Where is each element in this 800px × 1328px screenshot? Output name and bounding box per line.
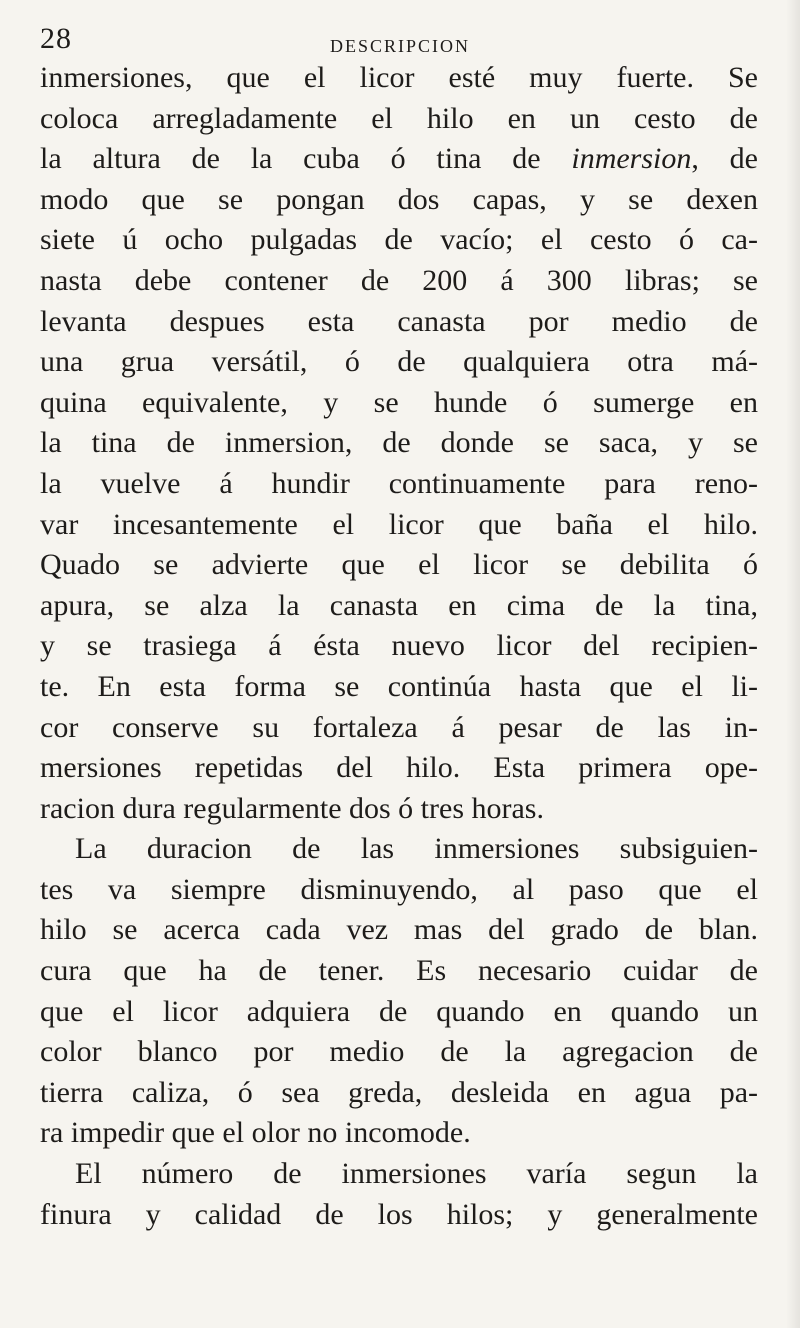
text-line — [40, 58, 758, 99]
text-line — [40, 1113, 758, 1154]
text-segment: que el licor adquiera de quando en quando un — [40, 994, 758, 1028]
text-segment: la altura de la cuba ó tina de — [40, 142, 572, 176]
text-segment: cor conserve su fortaleza á pesar de las in- — [40, 710, 758, 744]
text-line — [40, 423, 758, 464]
text-line — [40, 951, 758, 992]
text-line — [40, 1195, 758, 1236]
text-segment: tes va siempre disminuyendo, al paso que el — [40, 872, 758, 906]
text-segment: nasta debe contener de 200 á 300 libras; se — [40, 263, 758, 297]
text-line — [40, 910, 758, 951]
text-line — [40, 1073, 758, 1114]
text-segment: mersiones repetidas del hilo. Esta primera ope- — [40, 751, 758, 785]
text-segment: apura, se alza la canasta en cima de la tina, — [40, 588, 758, 622]
text-line — [40, 1032, 758, 1073]
text-line — [40, 708, 758, 749]
text-segment: la tina de inmersion, de donde se saca, y se — [40, 426, 758, 460]
text-line — [40, 505, 758, 546]
text-line — [40, 1154, 758, 1195]
text-line — [40, 220, 758, 261]
text-line — [40, 99, 758, 140]
text-segment: quina equivalente, y se hunde ó sumerge en — [40, 385, 758, 419]
page-number: 28 — [40, 22, 72, 55]
text-line — [40, 748, 758, 789]
text-segment: ra impedir que el olor no incomode. — [40, 1116, 471, 1150]
text-line — [40, 464, 758, 505]
text-line — [40, 180, 758, 221]
text-segment: El número de inmersiones varía segun la — [75, 1157, 758, 1191]
text-segment: coloca arregladamente el hilo en un cesto de — [40, 101, 758, 135]
text-segment: cura que ha de tener. Es necesario cuidar de — [40, 954, 758, 988]
text-segment: , de — [691, 142, 758, 176]
text-segment: color blanco por medio de la agregacion de — [40, 1035, 758, 1069]
text-segment: Quado se advierte que el licor se debilita ó — [40, 548, 758, 582]
text-line — [40, 545, 758, 586]
page-edge-shadow — [786, 0, 800, 1328]
text-segment: siete ú ocho pulgadas de vacío; el cesto ó ca- — [40, 223, 758, 257]
body-text — [40, 58, 758, 1235]
text-line — [40, 626, 758, 667]
text-segment: racion dura regularmente dos ó tres horas. — [40, 791, 544, 825]
text-line — [40, 992, 758, 1033]
text-line — [40, 829, 758, 870]
text-line — [40, 342, 758, 383]
text-segment: finura y calidad de los hilos; y generalmente — [40, 1197, 758, 1231]
italic-term: inmersion — [571, 142, 692, 176]
text-segment: tierra caliza, ó sea greda, desleida en agua pa- — [40, 1075, 758, 1109]
running-head: DESCRIPCION — [329, 36, 471, 56]
text-segment: modo que se pongan dos capas, y se dexen — [40, 182, 758, 216]
text-segment: hilo se acerca cada vez mas del grado de blan. — [40, 913, 758, 947]
text-line — [40, 586, 758, 627]
text-line — [40, 261, 758, 302]
text-segment: levanta despues esta canasta por medio de — [40, 304, 758, 338]
text-segment: La duracion de las inmersiones subsiguien- — [75, 832, 758, 866]
text-line — [40, 789, 758, 830]
text-segment: una grua versátil, ó de qualquiera otra má- — [40, 345, 758, 379]
text-line — [40, 302, 758, 343]
text-segment: inmersiones, que el licor esté muy fuerte. Se — [40, 61, 758, 94]
text-segment: la vuelve á hundir continuamente para reno- — [40, 466, 758, 500]
text-line — [40, 870, 758, 911]
text-line — [40, 667, 758, 708]
text-line — [40, 139, 758, 180]
text-line — [40, 383, 758, 424]
text-segment: y se trasiega á ésta nuevo licor del recipien- — [40, 629, 758, 663]
text-segment: te. En esta forma se continúa hasta que el li- — [40, 669, 758, 703]
text-segment: var incesantemente el licor que baña el hilo. — [40, 507, 758, 541]
